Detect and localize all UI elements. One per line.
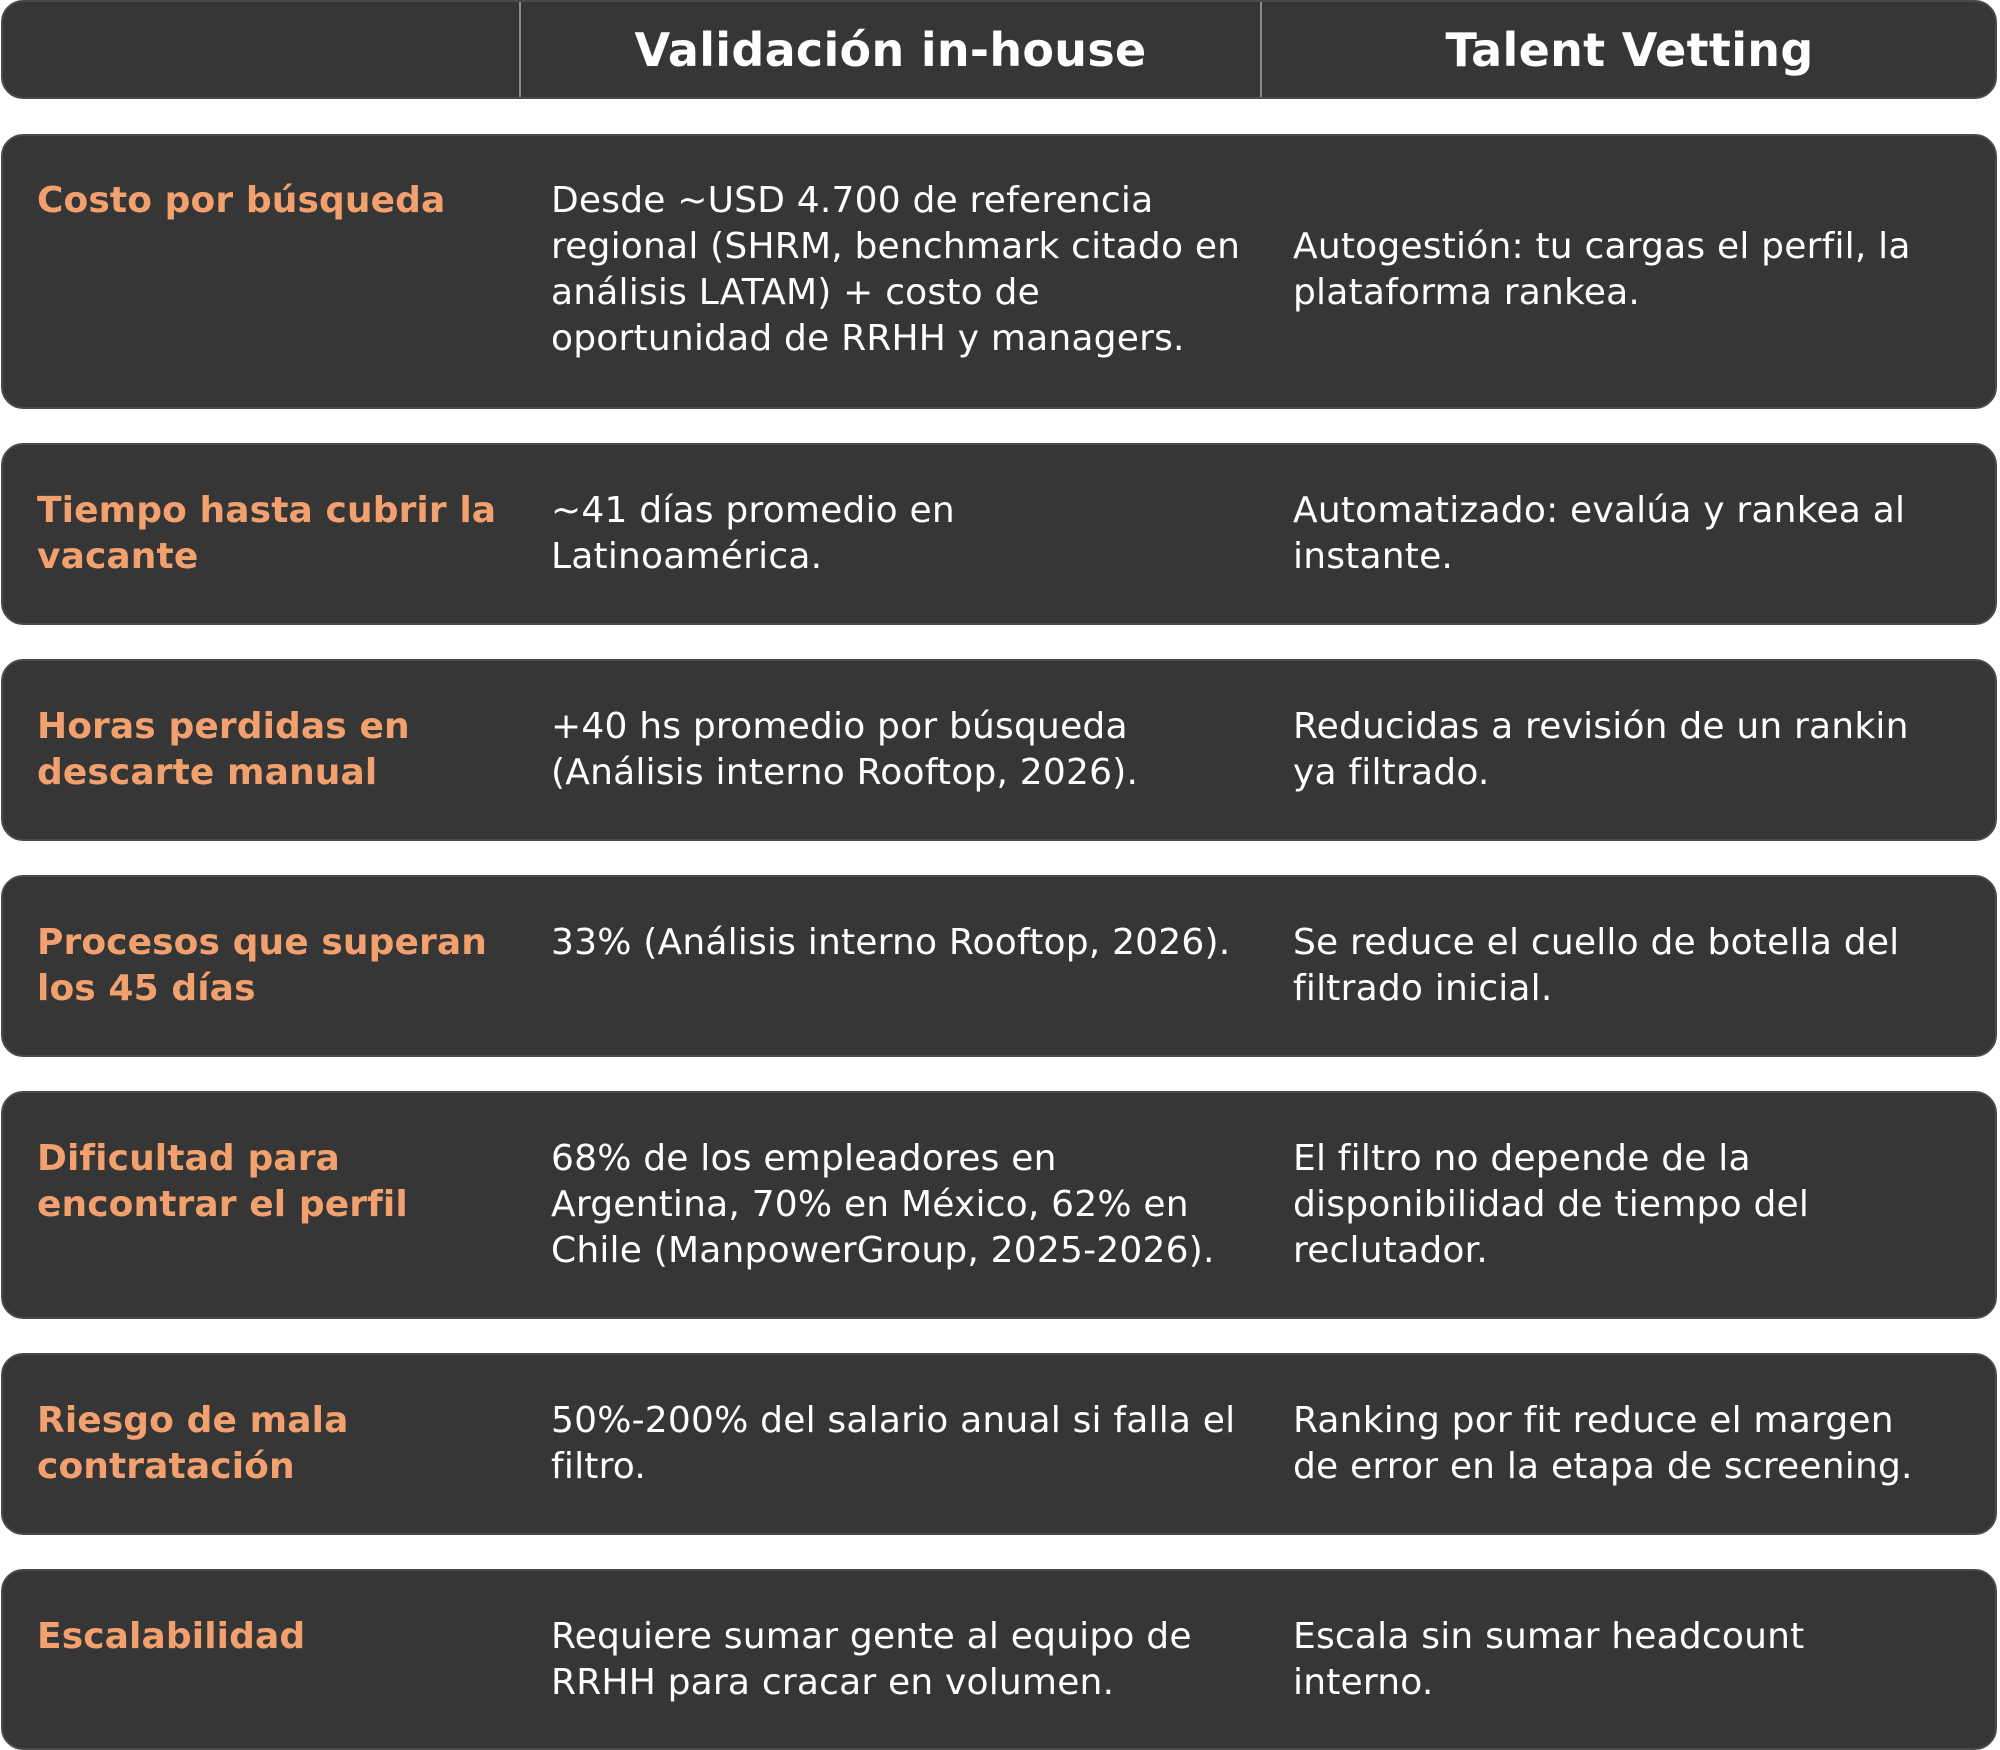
row-label: Tiempo hasta cubrir la vacante: [37, 490, 497, 577]
inhouse-value: 68% de los empleadores en Argentina, 70% en México, 62% en Chile (ManpowerGroup, 2025-2026).: [551, 1138, 1215, 1271]
inhouse-value: Requiere sumar gente al equipo de RRHH para cracar en volumen.: [551, 1616, 1192, 1703]
table-row: [1, 1091, 1997, 1319]
talent-vetting-line: El filtro no depende de la: [1293, 1138, 1751, 1179]
talent-vetting-line: instante.: [1293, 536, 1454, 577]
row-label: Costo por búsqueda: [37, 180, 446, 221]
table-row: [1, 1569, 1997, 1750]
talent-vetting-line: Automatizado: evalúa y rankea al: [1293, 490, 1906, 531]
talent-vetting-line: Se reduce el cuello de botella del: [1293, 922, 1900, 963]
row-label: Riesgo de mala contratación: [37, 1400, 349, 1487]
talent-vetting-value: [1293, 704, 1969, 796]
column-header-talent-vetting: Talent Vetting: [1445, 22, 1814, 77]
inhouse-value: +40 hs promedio por búsqueda (Análisis interno Rooftop, 2026).: [551, 706, 1139, 793]
row-label: Procesos que superan los 45 días: [37, 922, 488, 1009]
table-row: [1, 134, 1997, 409]
table-row: [1, 875, 1997, 1057]
inhouse-value: 33% (Análisis interno Rooftop, 2026).: [551, 922, 1231, 963]
row-label: Dificultad para encontrar el perfil: [37, 1138, 408, 1225]
inhouse-value: 50%-200% del salario anual si falla el filtro.: [551, 1400, 1236, 1487]
table-row: [1, 659, 1997, 841]
row-label: Horas perdidas en descarte manual: [37, 706, 410, 793]
talent-vetting-line: Escala sin sumar headcount: [1293, 1616, 1805, 1657]
talent-vetting-line: reclutador.: [1293, 1230, 1488, 1271]
inhouse-value: ~41 días promedio en Latinoamérica.: [551, 490, 955, 577]
talent-vetting-line: plataforma rankea.: [1293, 272, 1641, 313]
talent-vetting-value: [1293, 920, 1969, 1012]
talent-vetting-line: interno.: [1293, 1662, 1434, 1703]
talent-vetting-value: [1293, 1136, 1969, 1274]
inhouse-value: Desde ~USD 4.700 de referencia regional (SHRM, benchmark citado en análisis LATAM) + costo de oportunidad de RRHH y managers.: [551, 180, 1241, 359]
talent-vetting-line: Reducidas a revisión de un rankin: [1293, 706, 1909, 747]
talent-vetting-value: [1293, 1614, 1969, 1706]
table-row: [1, 1353, 1997, 1535]
talent-vetting-value: [1293, 488, 1969, 580]
talent-vetting-line: Autogestión: tu cargas el perfil, la: [1293, 226, 1911, 267]
talent-vetting-line: de error en la etapa de screening.: [1293, 1446, 1913, 1487]
talent-vetting-line: filtrado inicial.: [1293, 968, 1553, 1009]
column-header-inhouse: Validación in-house: [634, 22, 1147, 77]
talent-vetting-line: disponibilidad de tiempo del: [1293, 1184, 1810, 1225]
talent-vetting-line: ya filtrado.: [1293, 752, 1490, 793]
talent-vetting-value: [1293, 1398, 1969, 1490]
row-label: Escalabilidad: [37, 1616, 306, 1657]
table-row: [1, 443, 1997, 625]
talent-vetting-line: Ranking por fit reduce el margen: [1293, 1400, 1894, 1441]
talent-vetting-value: [1293, 224, 1969, 316]
table-header: [1, 0, 1997, 99]
